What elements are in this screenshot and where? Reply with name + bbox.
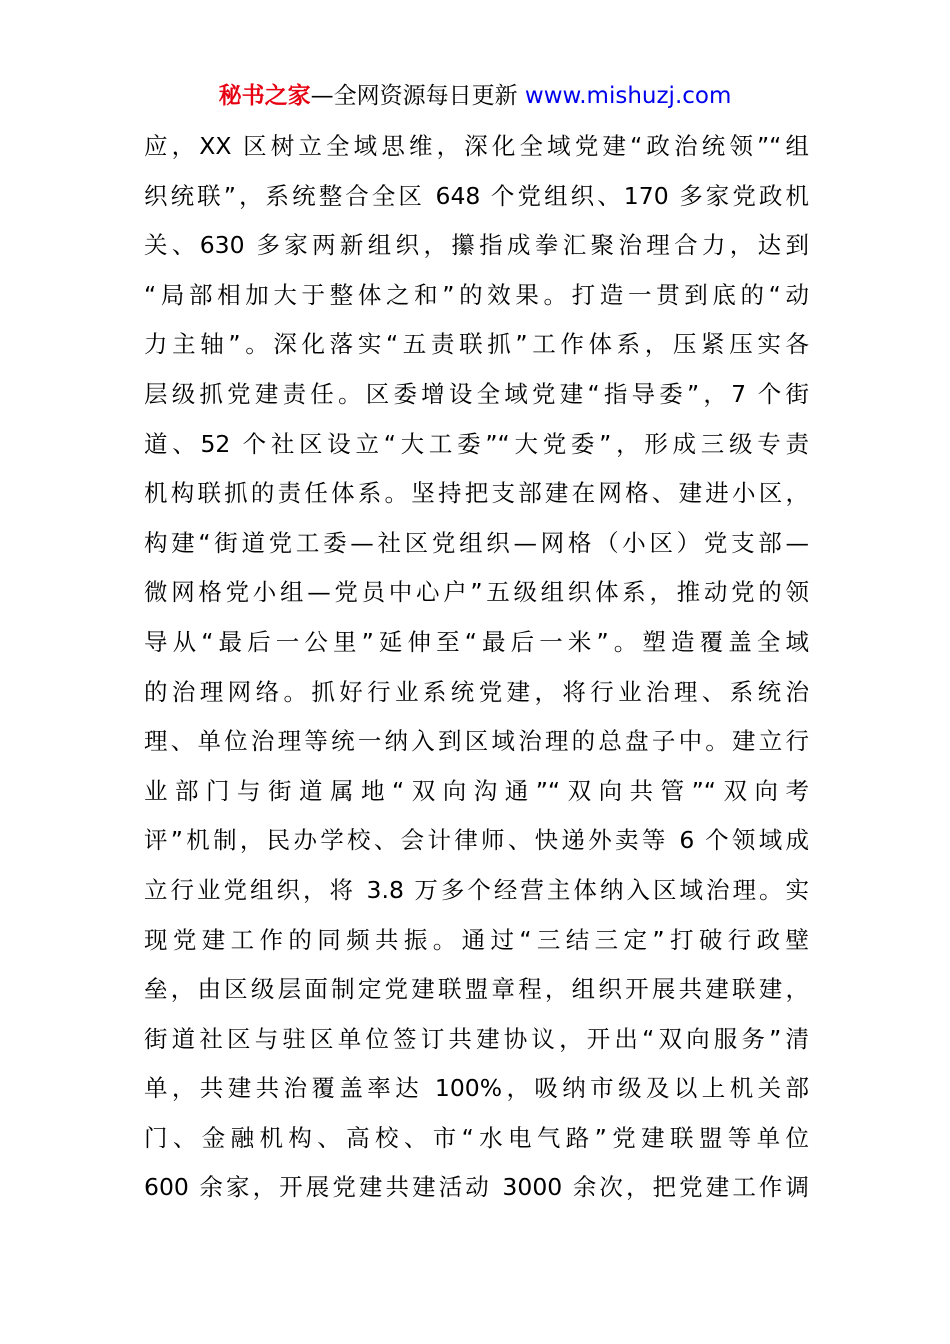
text-line: 垒，由区级层面制定党建联盟章程，组织开展共建联建，	[144, 975, 809, 1004]
text-line: 力主轴”。深化落实“五责联抓”工作体系，压紧压实各	[144, 330, 809, 359]
text-line: 机构联抓的责任体系。坚持把支部建在网格、建进小区，	[144, 479, 809, 508]
text-line: 业部门与街道属地“双向沟通”“双向共管”“双向考	[144, 776, 809, 805]
text-line: 导从“最后一公里”延伸至“最后一米”。塑造覆盖全域	[144, 627, 809, 656]
website-link[interactable]: www.mishuzj.com	[524, 83, 732, 109]
text-line: 评”机制，民办学校、会计律师、快递外卖等 6 个领域成	[144, 826, 809, 855]
document-body	[144, 122, 809, 1213]
text-line: 门、金融机构、高校、市“水电气路”党建联盟等单位	[144, 1123, 809, 1152]
text-line: 600 余家，开展党建共建活动 3000 余次，把党建工作调	[144, 1173, 809, 1202]
text-line: 道、52 个社区设立“大工委”“大党委”，形成三级专责	[144, 429, 809, 458]
page-header	[0, 80, 950, 112]
text-line: 立行业党组织，将 3.8 万多个经营主体纳入区域治理。实	[144, 875, 809, 904]
text-line: 现党建工作的同频共振。通过“三结三定”打破行政壁	[144, 925, 809, 954]
text-line: 的治理网络。抓好行业系统党建，将行业治理、系统治	[144, 677, 809, 706]
text-line: 应，XX 区树立全域思维，深化全域党建“政治统领”“组	[144, 132, 809, 160]
text-line: 街道社区与驻区单位签订共建协议，开出“双向服务”清	[144, 1024, 809, 1053]
text-line: 理、单位治理等统一纳入到区域治理的总盘子中。建立行	[144, 727, 809, 756]
text-line: “局部相加大于整体之和”的效果。打造一贯到底的“动	[144, 280, 809, 309]
text-line: 关、630 多家两新组织，攥指成拳汇聚治理合力，达到	[144, 231, 809, 260]
text-line: 织统联”，系统整合全区 648 个党组织、170 多家党政机	[144, 181, 809, 210]
text-line: 微网格党小组—党员中心户”五级组织体系，推动党的领	[144, 578, 809, 607]
brand-name: 秘书之家	[218, 83, 311, 109]
header-tagline: —全网资源每日更新	[310, 83, 525, 109]
text-line: 构建“街道党工委—社区党组织—网格（小区）党支部—	[144, 528, 809, 557]
text-line: 单，共建共治覆盖率达 100%，吸纳市级及以上机关部	[144, 1074, 809, 1103]
text-line: 层级抓党建责任。区委增设全域党建“指导委”，7 个街	[144, 379, 809, 408]
